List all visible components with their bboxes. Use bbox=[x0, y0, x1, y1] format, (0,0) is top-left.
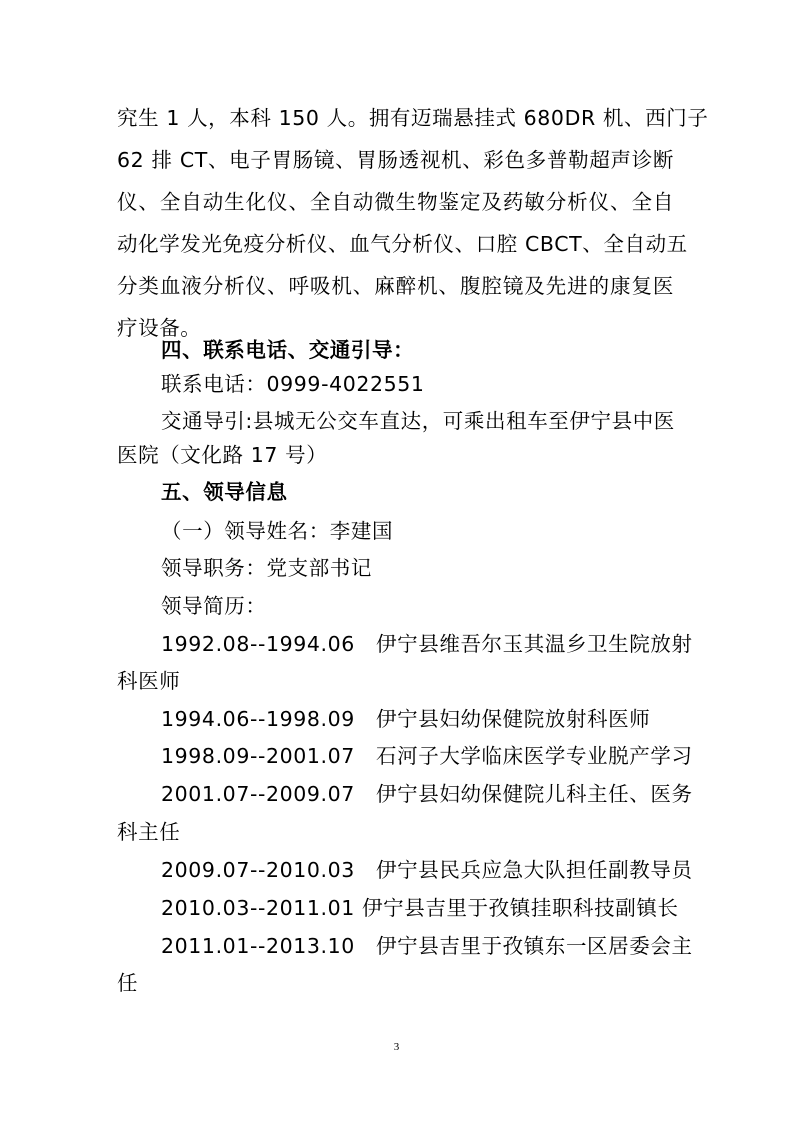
paragraph-line: 仪、全自动生化仪、全自动微生物鉴定及药敏分析仪、全自 bbox=[117, 190, 674, 214]
resume-entry: 1994.06--1998.09 伊宁县妇幼保健院放射科医师 bbox=[161, 707, 651, 731]
resume-entry: 1998.09--2001.07 石河子大学临床医学专业脱产学习 bbox=[161, 744, 693, 768]
resume-entry: 1992.08--1994.06 伊宁县维吾尔玉其温乡卫生院放射 bbox=[161, 632, 693, 656]
section-heading: 四、联系电话、交通引导： bbox=[161, 338, 415, 362]
contact-phone: 联系电话：0999-4022551 bbox=[161, 372, 425, 396]
section-heading: 五、领导信息 bbox=[161, 480, 288, 504]
traffic-guide-line: 交通导引:县城无公交车直达，可乘出租车至伊宁县中医 bbox=[161, 409, 675, 433]
resume-entry: 2001.07--2009.07 伊宁县妇幼保健院儿科主任、医务 bbox=[161, 782, 693, 806]
resume-heading: 领导简历： bbox=[161, 594, 267, 618]
resume-entry: 2010.03--2011.01 伊宁县吉里于孜镇挂职科技副镇长 bbox=[161, 896, 679, 920]
paragraph-line: 62 排 CT、电子胃肠镜、胃肠透视机、彩色多普勒超声诊断 bbox=[117, 148, 674, 172]
traffic-guide-line: 医院（文化路 17 号） bbox=[117, 443, 328, 467]
paragraph-line: 动化学发光免疫分析仪、血气分析仪、口腔 CBCT、全自动五 bbox=[117, 232, 688, 256]
paragraph-line: 分类血液分析仪、呼吸机、麻醉机、腹腔镜及先进的康复医 bbox=[117, 274, 674, 298]
paragraph-line: 究生 1 人，本科 150 人。拥有迈瑞悬挂式 680DR 机、西门子 bbox=[117, 106, 709, 130]
resume-entry-continued: 科主任 bbox=[117, 820, 181, 844]
leader-title: 领导职务：党支部书记 bbox=[161, 556, 372, 580]
resume-entry: 2009.07--2010.03 伊宁县民兵应急大队担任副教导员 bbox=[161, 858, 693, 882]
page-number: 3 bbox=[393, 1041, 400, 1053]
resume-entry-continued: 科医师 bbox=[117, 669, 181, 693]
leader-name: （一）领导姓名：李建国 bbox=[161, 519, 394, 543]
resume-entry-continued: 任 bbox=[117, 971, 139, 995]
resume-entry: 2011.01--2013.10 伊宁县吉里于孜镇东一区居委会主 bbox=[161, 934, 693, 958]
paragraph-line: 疗设备。 bbox=[117, 316, 202, 340]
